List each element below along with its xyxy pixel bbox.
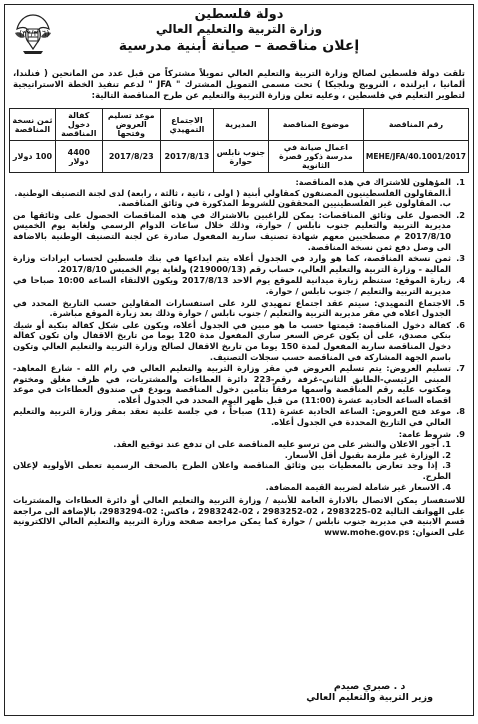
list-subitem: 1. أجور الاعلان والنشر على من ترسو عليه المناقصة على ان تدفع عند توقيع العقد. [113,439,451,450]
ministry-name: وزارة التربية والتعليم العالي [155,22,323,36]
contact-paragraph: للاستفسار يمكن الاتصال بالادارة العامة للأبنية / وزارة التربية والتعليم العالي أو دائرة العطاءات والمشتريات على الهواتف التالية 02-2983225 ، 02-2983252 ، 02-2983242 ، فاكس: 02-2983294، بالإضافة الى مراجعة قسم الابنية في مديرية جنوب نابلس / حوارة كما يمكن مراجعة صفحة وزارة التربية والتعليم العالي الالكترونية على العنوان: www.mohe.gov.ps [13,495,466,537]
header-doc-price: ثمن نسخة المناقصة [10,109,56,141]
reference-stamp: (٣٢/٣١٦) [19,29,50,38]
announcement-page [4,4,474,716]
state-name: دولة فلسطين [194,7,284,22]
list-item: 1. المؤهلون للاشتراك في هذه المناقصة: أ.المقاولون الفلسطينيون المصنفون كمقاولي أبنية ( اولى ، ثانية ، ثالثة ، رابعة) لدى لجنة التصنيف الوطنية. ب. المقاولون غير الفلسطينيين المحققون للشروط المذكورة في وثائق المناقصة. [14,177,465,209]
list-item: 2. الحصول على وثائق المناقصات: يمكن للراغبين بالاشتراك في هذه المناقصات الحصول على وثائقها من مديرية التربية والتعليم جنوب نابلس / حوارة، وذلك خلال ساعات الدوام الرسمي ولغاية يوم الخميس 2017/8/10 م مصطحبين معهم شهادة تصنيف سارية المفعول صادرة عن لجنة التصنيف الوطنية بالاضافة الى وصل دفع ثمن نسخة المناقصة. [13,209,465,252]
cell-bid-bond: 4400 دولار [55,141,102,173]
intro-paragraph: تلقت دولة فلسطين لصالح وزارة التربية والتعليم العالي تمويلاً مشتركاً من قبل عدد من المانحين ( فنلندا، ألمانيا ، ايرلنده ، النرويج وبلجيكا ) تحت مسمى التمويل المشترك " JFA " لدعم تنفيذ الخطة الاستراتيجية لتطوير التعليم في فلسطين ، وعليه تعلن وزارة التربية والتعليم عن طرح المناقصة التالية: [13,69,465,101]
header [5,5,473,65]
list-subitem: أ.المقاولون الفلسطينيون المصنفون كمقاولي أبنية ( اولى ، ثانية ، ثالثة ، رابعة) لدى لجنة التصنيف الوطنية. [14,187,451,198]
list-subitem: 2. الوزارة غير ملزمة بقبول أقل الأسعار. [284,449,451,460]
cell-submission: 2017/8/23 [102,141,160,173]
cell-directorate: جنوب نابلس حوارة [213,141,268,173]
announcement-title: إعلان مناقصة – صيانة أبنية مدرسية [118,38,360,54]
list-item: 8. موعد فتح العروض: الساعة الحادية عشرة (11) صباحاً ، في جلسة علنية تعقد بمقر وزارة التربية والتعليم العالي في التاريخ المحددة في الجدول أعلاه. [13,406,465,428]
list-item: 6. كفالة دخول المناقصة: قيمتها حسب ما هو مبين في الجدول أعلاه، ويكون على شكل كفالة بنكية أو شيك بنكي مصدق، على أن يكون عرض السعر ساري المفعول مدة 120 يوما من تاريخ الاقفال وان تكون كفالة دخول المناقصة سارية المفعول لمدة 150 يوما من تاريخ الاقفال لصالح وزارة التربية والتعليم العالي وتكون باسم الجهة المشاركة في المناقصة حسب سجلات التصنيف. [13,319,465,362]
table-row [10,141,469,173]
header-bid-bond: كفالة دخول المناقصة [55,109,102,141]
list-item: 5. الاجتماع التمهيدي: سيتم عقد اجتماع تمهيدي للرد على استفسارات المقاولين حسب التاريخ المحدد في الجدول اعلاه في مقر مديرية التربية والتعليم / جنوب نابلس / حوارة وذلك بعد زيارة الموقع مباشرة. [13,297,465,319]
cell-doc-price: 100 دولار [10,141,56,173]
header-tender-number: رقم المناقصة [363,109,468,141]
list-subitem: ب. المقاولون غير الفلسطينيين المحققون للشروط المذكورة في وثائق المناقصة. [118,198,451,209]
cell-pre-meeting: 2017/8/13 [160,141,213,173]
cell-tender-number: MEHE/JFA/40.1001/2017 [363,141,468,173]
signer-name: د . صبري صيدم [333,681,406,692]
header-subject: موضوع المناقصة [268,109,363,141]
list-subitem: 4. الاسعار غير شاملة لضريبة القيمة المضافة. [265,481,451,492]
signature-block [306,681,433,703]
list-item: 4. زيارة الموقع: ستنظم زيارة ميدانية للموقع يوم الاحد 2017/8/13 ويكون الالتقاء الساعة 10:00 صباحا في مديرية التربية والتعليم / جنوب نابلس / حوارة. [13,275,465,296]
list-item: 7. تسليم العروض: يتم تسليم العروض في مقر وزارة التربية والتعليم العالي في رام الله - شارع المعاهد-المبنى الرئيسي-الطابق الثاني-غرفة رقم-223 دائرة العطاءات والمشتريات، في ظرف مغلق ومختوم ومكتوب عليه رقم المناقصة واسمها مرفقاً بتأمين دخول المناقصة ويودع في صندوق العطاءات في موعد اقصاه الساعة الحادية عشرة (11:00) من قبل ظهر اليوم المحدد في الجدول أعلاه. [13,363,465,405]
cell-subject: اعمال صيانة في مدرسة ذكور قصرة الثانوية [268,141,363,173]
header-pre-meeting: الاجتماع التمهيدي [160,109,213,141]
list-item: 9. شروط عامة: 1. أجور الاعلان والنشر على من ترسو عليه المناقصة على ان تدفع عند توقيع العقد. 2. الوزارة غير ملزمة بقبول أقل الأسعار. 3. إذا وجد تعارض بالمعطيات بين وثائق المناقصة واعلان الطرح بالصحف الرسمية تعطى الأولوية لإعلان الطرح. 4. الاسعار غير شاملة لضريبة القيمة المضافة. [13,428,465,492]
conditions-list [5,177,473,492]
header-directorate: المديرية [213,109,268,141]
list-item: 3. ثمن نسخة المناقصة، كما هو وارد في الجدول أعلاه يتم ايداعها في بنك فلسطين لحساب ايرادات وزارة المالية - وزارة التربية والتعليم العالي، حساب رقم (219000/13) ولغاية يوم الخميس 2017/8/10. [13,253,465,274]
tender-table [9,108,469,173]
header-submission: موعد تسليم العروض وفتحها [102,109,160,141]
signer-title: وزير التربية والتعليم العالي [306,692,433,703]
table-header-row [10,109,469,141]
list-subitem: 3. إذا وجد تعارض بالمعطيات بين وثائق المناقصة واعلان الطرح بالصحف الرسمية تعطى الأولوية لإعلان الطرح. [13,460,451,482]
